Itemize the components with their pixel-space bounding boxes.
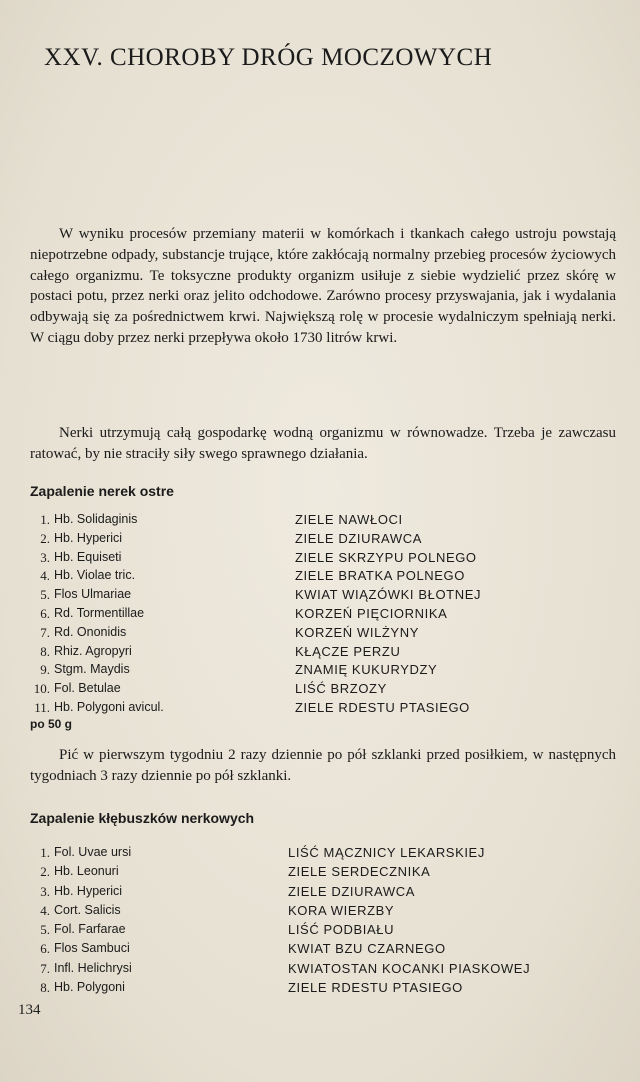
latin-name: Hb. Solidaginis xyxy=(54,512,138,526)
latin-name: Cort. Salicis xyxy=(54,902,121,917)
polish-name: KŁĄCZE PERZU xyxy=(295,643,401,659)
polish-name: KWIAT BZU CZARNEGO xyxy=(288,941,446,957)
latin-name: Hb. Hyperici xyxy=(54,530,123,545)
latin-name: Hb. Equiseti xyxy=(54,549,122,564)
item-number: 8. xyxy=(40,643,50,659)
item-number: 2. xyxy=(40,864,50,880)
polish-name: ZIELE SERDECZNIKA xyxy=(288,864,431,880)
polish-name: KORZEŃ WILŻYNY xyxy=(295,624,419,640)
latin-name: Stgm. Maydis xyxy=(54,662,130,677)
item-number: 6. xyxy=(40,605,50,621)
item-number: 11. xyxy=(34,699,50,715)
list-item xyxy=(30,864,610,883)
latin-name: Hb. Polygoni avicul. xyxy=(54,699,164,714)
item-number: 4. xyxy=(40,568,50,584)
item-number: 4. xyxy=(40,902,50,918)
item-number: 3. xyxy=(40,883,50,899)
item-number: 5. xyxy=(40,922,50,938)
latin-name: Hb. Violae tric. xyxy=(54,568,136,583)
list-item xyxy=(30,961,610,980)
intro-paragraph: W wyniku procesów przemiany materii w komórkach i tkankach całego ustroju powstają niepotrzebne odpady, substancje trujące, które zakłócają normalny przebieg procesów życiowych całego organizmu. Te toksyczne produkty organizm usiłuje z siebie wydzielić przez skórę w postaci potu, przez nerki oraz jelito odchodowe. Zarówno procesy przyswajania, jak i wydalania odbywają się za pośrednictwem krwi. Największą rolę w procesie wydalniczym spełniają nerki. W ciągu doby przez nerki przepływa około 1730 litrów krwi. xyxy=(30,226,616,346)
list-item xyxy=(30,941,610,960)
section-heading-acute-nephritis: Zapalenie nerek ostre xyxy=(30,483,174,499)
latin-name: Rd. Tormentillae xyxy=(54,605,145,620)
latin-name: Hb. Hyperici xyxy=(54,883,123,898)
polish-name: LIŚĆ BRZOZY xyxy=(295,681,387,697)
list-item xyxy=(30,845,610,864)
list-item xyxy=(30,512,610,531)
herb-list-acute-nephritis xyxy=(30,512,610,719)
polish-name: ZIELE RDESTU PTASIEGO xyxy=(295,699,470,715)
item-number: 7. xyxy=(40,960,50,976)
polish-name: KORA WIERZBY xyxy=(288,902,395,918)
polish-name: ZIELE RDESTU PTASIEGO xyxy=(288,980,463,996)
list-item xyxy=(30,980,610,999)
item-number: 6. xyxy=(40,941,50,957)
item-number: 8. xyxy=(40,980,50,996)
polish-name: ZNAMIĘ KUKURYDZY xyxy=(295,662,438,678)
page-number: 134 xyxy=(18,1002,41,1018)
polish-name: LIŚĆ PODBIAŁU xyxy=(288,922,395,938)
latin-name: Fol. Farfarae xyxy=(54,922,126,937)
polish-name: KWIAT WIĄZÓWKI BŁOTNEJ xyxy=(295,587,482,603)
list-item xyxy=(30,700,610,719)
item-number: 10. xyxy=(33,681,50,697)
list-item xyxy=(30,568,610,587)
list-item xyxy=(30,903,610,922)
herb-list-glomerulonephritis xyxy=(30,845,610,999)
list-item xyxy=(30,644,610,663)
dose-note: po 50 g xyxy=(30,717,73,731)
list-item xyxy=(30,550,610,569)
latin-name: Flos Sambuci xyxy=(54,941,130,956)
chapter-title: XXV. CHOROBY DRÓG MOCZOWYCH xyxy=(44,44,493,71)
item-number: 1. xyxy=(40,845,50,860)
latin-name: Fol. Betulae xyxy=(54,681,121,696)
list-item xyxy=(30,587,610,606)
polish-name: ZIELE NAWŁOCI xyxy=(295,512,403,527)
item-number: 7. xyxy=(40,624,50,640)
polish-name: KORZEŃ PIĘCIORNIKA xyxy=(295,605,448,621)
latin-name: Infl. Helichrysi xyxy=(54,960,132,975)
polish-name: LIŚĆ MĄCZNICY LEKARSKIEJ xyxy=(288,845,485,860)
list-item xyxy=(30,681,610,700)
list-item xyxy=(30,531,610,550)
list-item xyxy=(30,625,610,644)
second-paragraph: Nerki utrzymują całą gospodarkę wodną organizmu w równowadze. Trzeba je zawczasu ratować, by nie straciły siły swego sprawnego działania. xyxy=(30,425,616,462)
section-heading-glomerulonephritis: Zapalenie kłębuszków nerkowych xyxy=(30,810,255,826)
list-item xyxy=(30,922,610,941)
latin-name: Rhiz. Agropyri xyxy=(54,643,132,658)
item-number: 5. xyxy=(40,587,50,603)
latin-name: Fol. Uvae ursi xyxy=(54,845,132,859)
list-item xyxy=(30,606,610,625)
polish-name: KWIATOSTAN KOCANKI PIASKOWEJ xyxy=(288,960,531,976)
item-number: 1. xyxy=(40,512,50,527)
item-number: 9. xyxy=(40,662,50,678)
dosage-instructions: Pić w pierwszym tygodniu 2 razy dziennie po pół szklanki przed posiłkiem, w następnych tygodniach 3 razy dziennie po pół szklanki. xyxy=(30,747,616,784)
latin-name: Rd. Ononidis xyxy=(54,624,127,639)
item-number: 2. xyxy=(40,530,50,546)
latin-name: Flos Ulmariae xyxy=(54,587,132,602)
polish-name: ZIELE DZIURAWCA xyxy=(295,530,422,546)
item-number: 3. xyxy=(40,549,50,565)
polish-name: ZIELE DZIURAWCA xyxy=(288,883,415,899)
latin-name: Hb. Polygoni xyxy=(54,980,125,995)
polish-name: ZIELE BRATKA POLNEGO xyxy=(295,568,465,584)
list-item xyxy=(30,884,610,903)
latin-name: Hb. Leonuri xyxy=(54,864,119,879)
polish-name: ZIELE SKRZYPU POLNEGO xyxy=(295,549,477,565)
list-item xyxy=(30,662,610,681)
